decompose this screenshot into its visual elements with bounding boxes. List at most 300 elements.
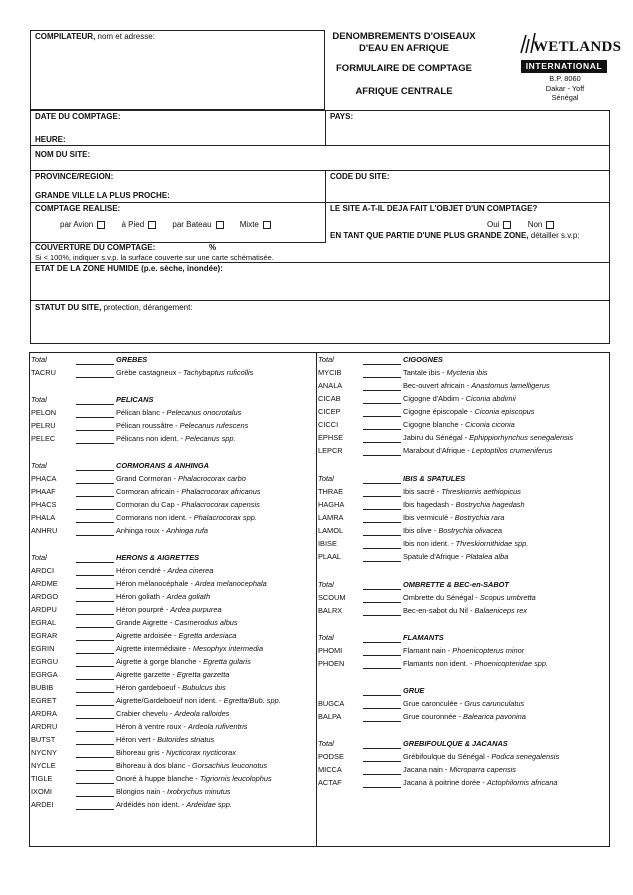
species-common-name: Ibis vermiculé - [403,513,455,522]
species-common-name: Ibis hagedash - [403,500,456,509]
species-row [31,474,314,485]
species-count-field[interactable] [76,775,114,784]
wetland-state-label: ETAT DE LA ZONE HUMIDE (p.e. sèche, inondée): [35,264,223,273]
species-count-field[interactable] [76,501,114,510]
species-name [403,433,573,443]
species-count-field[interactable] [76,606,114,615]
species-common-name: Onoré à huppe blanche - [116,774,200,783]
species-common-name: Jabiru du Sénégal - [403,433,470,442]
group-total-label: Total [318,633,334,642]
species-code: ANALA [318,381,343,390]
species-code: PHACS [31,500,57,509]
species-name [403,593,536,603]
species-count-field[interactable] [76,488,114,497]
species-code: ANHRU [31,526,58,535]
species-row [31,774,314,785]
group-total-field[interactable] [76,356,114,365]
species-row [318,513,608,524]
species-common-name: Cigogne épiscopale - [403,407,475,416]
species-count-field[interactable] [76,736,114,745]
species-latin-name: Ciconia episcopus [474,407,535,416]
species-code: LAMOL [318,526,344,535]
species-common-name: Héron goliath - [116,592,167,601]
species-count-field[interactable] [363,540,401,549]
species-latin-name: Microparra capensis [449,765,516,774]
species-row [31,579,314,590]
species-count-field[interactable] [363,713,401,722]
species-code: EPHSE [318,433,344,442]
species-name [403,712,526,722]
site-status-field[interactable] [35,313,605,341]
species-latin-name: Tachybaptus ruficollis [182,368,254,377]
species-name [116,579,267,589]
mixed-checkbox[interactable] [263,221,271,229]
species-common-name: Flamant nain - [403,646,453,655]
species-name [116,696,281,706]
species-name [403,778,557,788]
species-name [403,552,508,562]
foot-checkbox[interactable] [148,221,156,229]
species-latin-name: Bubulcus ibis [182,683,226,692]
species-name [116,644,263,654]
species-code: PHACA [31,474,57,483]
species-code: EGRAL [31,618,57,627]
species-count-field[interactable] [363,501,401,510]
group-header [318,739,334,749]
species-row [318,606,608,617]
species-latin-name: Balearica pavonina [462,712,526,721]
species-code: BALPA [318,712,342,721]
species-name [116,605,222,615]
species-count-field[interactable] [363,382,401,391]
species-latin-name: Egretta gularis [203,657,251,666]
species-code: LEPCR [318,446,343,455]
species-common-name: Cormoran du Cap - [116,500,182,509]
species-code: CICAB [318,394,341,403]
species-latin-name: Ardeola ralloides [174,709,230,718]
species-name [403,765,516,775]
site-code-label: CODE DU SITE: [330,172,390,181]
species-name [403,513,504,523]
count-method-options: par Avion à Pied par Bateau Mixte [60,220,271,229]
species-count-field[interactable] [76,567,114,576]
species-code: MYCIB [318,368,342,377]
species-count-field[interactable] [363,753,401,762]
species-common-name: Ibis olive - [403,526,439,535]
species-count-field[interactable] [363,395,401,404]
species-common-name: Grébifoulque du Sénégal - [403,752,492,761]
species-row [31,761,314,772]
group-total-field[interactable] [363,475,401,484]
species-row [31,434,314,445]
species-name [116,774,272,784]
group-total-field[interactable] [363,740,401,749]
species-count-field[interactable] [76,788,114,797]
country-field[interactable] [330,120,605,144]
group-total-field[interactable] [363,356,401,365]
species-name [116,631,236,641]
species-count-field[interactable] [76,527,114,536]
species-latin-name: Podica senegalensis [491,752,560,761]
species-row [31,500,314,511]
species-row [31,408,314,419]
date-label: DATE DU COMPTAGE: [35,112,121,121]
species-name [116,657,251,667]
species-row [31,631,314,642]
species-common-name: Crabier chevelu - [116,709,175,718]
species-count-field[interactable] [363,607,401,616]
species-code: CICCI [318,420,339,429]
species-code: MICCA [318,765,342,774]
species-common-name: Cigogne d'Abdim - [403,394,466,403]
coverage-percent: % [209,243,217,252]
group-title: IBIS & SPATULES [403,474,466,483]
species-common-name: Grande Aigrette - [116,618,175,627]
species-name [116,500,260,510]
species-latin-name: Phoenicopteridae spp. [474,659,549,668]
species-latin-name: Butorides striatus [157,735,215,744]
site-name-label: NOM DU SITE: [35,150,91,159]
site-status-label: STATUT DU SITE, protection, dérangement: [35,303,193,312]
species-count-field[interactable] [76,632,114,641]
species-common-name: Ardéidés non ident. - [116,800,187,809]
species-common-name: Aigrette à gorge blanche - [116,657,204,666]
species-count-field[interactable] [76,697,114,706]
species-code: HAGHA [318,500,345,509]
species-common-name: Cormoran africain - [116,487,182,496]
species-common-name: Aigrette ardoisée - [116,631,179,640]
species-row [31,526,314,537]
group-total-field[interactable] [76,396,114,405]
species-common-name: Spatule d'Afrique - [403,552,466,561]
species-latin-name: Phalacrocorax spp. [193,513,257,522]
species-latin-name: Ciconia ciconia [465,420,515,429]
species-latin-name: Mesophyx intermedia [192,644,264,653]
species-latin-name: Anastomus lamelligerus [471,381,550,390]
species-latin-name: Ciconia abdimii [465,394,516,403]
species-row [318,381,608,392]
group-title: OMBRETTE & BEC-en-SABOT [403,580,509,589]
species-count-field[interactable] [363,766,401,775]
species-count-field[interactable] [76,723,114,732]
species-code: EGRAR [31,631,58,640]
form-title: DENOMBREMENTS D'OISEAUX D'EAU EN AFRIQUE FORMULAIRE DE COMPTAGE AFRIQUE CENTRALE [332,31,476,97]
species-code: BUGCA [318,699,345,708]
species-latin-name: Phoenicopterus minor [452,646,525,655]
species-count-field[interactable] [76,580,114,589]
group-header [318,633,334,643]
species-row [318,778,608,789]
species-row [31,735,314,746]
species-name [116,670,229,680]
species-count-field[interactable] [363,647,401,656]
species-row [318,699,608,710]
compiler-box[interactable] [30,30,325,110]
wetland-state-field[interactable] [35,274,605,298]
species-code: PELON [31,408,57,417]
no-checkbox[interactable] [546,221,554,229]
species-common-name: Aigrette/Gardeboeuf non ident. - [116,696,224,705]
group-header [31,553,47,563]
species-code: NYCLE [31,761,56,770]
group-total-field[interactable] [363,634,401,643]
species-count-field[interactable] [363,594,401,603]
species-row [31,657,314,668]
group-total-field[interactable] [76,554,114,563]
species-count-field[interactable] [363,779,401,788]
species-row [318,433,608,444]
species-common-name: Jacana nain - [403,765,450,774]
species-name [403,407,534,417]
species-row [31,696,314,707]
species-code: ARDRU [31,722,58,731]
group-title: CORMORANS & ANHINGA [116,461,209,470]
group-title: GRUE [403,686,425,695]
species-latin-name: Casmerodius albus [174,618,238,627]
species-name [116,408,241,418]
species-count-field[interactable] [76,710,114,719]
group-title: PELICANS [116,395,154,404]
species-name [403,368,488,378]
species-common-name: Ibis non ident. - [403,539,456,548]
species-latin-name: Balaeniceps rex [474,606,528,615]
species-count-field[interactable] [363,447,401,456]
date-field[interactable] [35,120,320,144]
group-total-label: Total [318,355,334,364]
species-name [116,474,246,484]
group-header [318,580,334,590]
species-common-name: Anhinga roux - [116,526,167,535]
species-code: PELEC [31,434,56,443]
species-common-name: Bec-ouvert africain - [403,381,472,390]
species-common-name: Jacana à poitrine dorée - [403,778,487,787]
species-common-name: Grue caronculée - [403,699,465,708]
group-total-label: Total [31,355,47,364]
species-latin-name: Actophilornis africana [486,778,558,787]
species-name [403,381,550,391]
species-latin-name: Bostrychia rara [454,513,505,522]
species-code: PHAAF [31,487,56,496]
group-title: GREBES [116,355,148,364]
species-code: PHOMI [318,646,343,655]
species-count-field[interactable] [76,435,114,444]
species-name [403,539,528,549]
species-latin-name: Nycticorax nycticorax [166,748,236,757]
species-count-field[interactable] [76,671,114,680]
species-name [403,500,525,510]
species-row [31,368,314,379]
species-name [403,752,559,762]
species-latin-name: Ardeola rufiventris [187,722,248,731]
species-latin-name: Platalea alba [465,552,509,561]
species-common-name: Ibis sacré - [403,487,442,496]
species-common-name: Bihoreau gris - [116,748,167,757]
species-code: ARDPU [31,605,57,614]
species-row [31,513,314,524]
species-row [318,407,608,418]
species-name [116,566,213,576]
species-latin-name: Egretta/Bub. spp. [223,696,281,705]
site-code-field[interactable] [400,172,605,198]
species-row [318,394,608,405]
species-row [318,446,608,457]
species-code: IXOMI [31,787,52,796]
species-row [318,752,608,763]
species-code: CICEP [318,407,341,416]
species-row [318,765,608,776]
group-header [318,355,334,365]
species-name [403,420,515,430]
species-latin-name: Egretta ardesiaca [178,631,237,640]
species-common-name: Cigogne blanche - [403,420,466,429]
species-row [318,368,608,379]
species-count-field[interactable] [76,593,114,602]
yes-checkbox[interactable] [503,221,511,229]
species-name [116,761,267,771]
species-row [31,487,314,498]
species-latin-name: Threskiornithidae spp. [455,539,529,548]
group-total-field[interactable] [363,687,401,696]
species-latin-name: Ardeidae spp. [186,800,232,809]
count-done-label: COMPTAGE REALISE: [35,204,121,213]
group-title: GREBIFOULQUE & JACANAS [403,739,508,748]
species-code: IBISE [318,539,337,548]
species-code: BUBIB [31,683,54,692]
species-common-name: Héron mélanocéphale - [116,579,195,588]
species-count-field[interactable] [363,553,401,562]
species-count-field[interactable] [76,749,114,758]
group-header [31,355,47,365]
species-code: NYCNY [31,748,57,757]
species-code: PLAAL [318,552,342,561]
species-latin-name: Ardea melanocephala [194,579,267,588]
species-count-field[interactable] [363,408,401,417]
species-count-field[interactable] [363,421,401,430]
species-code: ARDRA [31,709,57,718]
species-count-field[interactable] [76,619,114,628]
species-count-field[interactable] [76,684,114,693]
species-count-field[interactable] [76,409,114,418]
species-latin-name: Pelecanus rufescens [179,421,249,430]
boat-checkbox[interactable] [216,221,224,229]
country-label: PAYS: [330,112,354,121]
species-common-name: Grand Cormoran - [116,474,179,483]
group-header [31,461,47,471]
hour-label: HEURE: [35,135,66,144]
species-name [116,735,214,745]
species-count-field[interactable] [363,514,401,523]
species-count-field[interactable] [363,527,401,536]
species-code: EGRET [31,696,57,705]
group-total-field[interactable] [363,581,401,590]
species-common-name: Cormorans non ident. - [116,513,194,522]
species-row [31,800,314,811]
species-latin-name: Ephippiorhynchus senegalensis [469,433,574,442]
species-code: BALRX [318,606,343,615]
species-latin-name: Anhinga rufa [166,526,209,535]
species-latin-name: Mycteria ibis [446,368,488,377]
species-count-field[interactable] [76,514,114,523]
species-common-name: Ombrette du Sénégal - [403,593,480,602]
species-code: PHALA [31,513,56,522]
species-row [31,618,314,629]
species-row [31,592,314,603]
group-total-label: Total [318,580,334,589]
species-name [116,434,236,444]
species-code: ACTAF [318,778,342,787]
group-total-label: Total [31,553,47,562]
group-total-label: Total [318,739,334,748]
species-count-field[interactable] [76,645,114,654]
species-name [116,526,208,536]
species-row [31,709,314,720]
group-header [31,395,47,405]
species-row [31,421,314,432]
species-count-field[interactable] [76,658,114,667]
species-common-name: Pélican blanc - [116,408,167,417]
species-code: ARDGO [31,592,59,601]
species-code: EGRIN [31,644,55,653]
species-count-field[interactable] [76,422,114,431]
species-common-name: Pélican roussâtre - [116,421,180,430]
species-row [318,552,608,563]
species-count-field[interactable] [363,488,401,497]
wetlands-address: B.P. 8060 Dakar - Yoff Sénégal [545,74,585,102]
species-count-field[interactable] [76,369,114,378]
species-count-field[interactable] [363,660,401,669]
species-name [403,646,524,656]
species-common-name: Héron pourpré - [116,605,171,614]
species-code: EGRGU [31,657,59,666]
species-name [403,659,548,669]
species-count-field[interactable] [76,475,114,484]
species-latin-name: Tigriornis leucolophus [199,774,272,783]
species-count-field[interactable] [76,762,114,771]
group-title: CIGOGNES [403,355,443,364]
species-latin-name: Ardea cinerea [167,566,214,575]
group-total-field[interactable] [76,462,114,471]
species-name [116,709,229,719]
species-common-name: Héron vert - [116,735,158,744]
species-count-field[interactable] [363,700,401,709]
species-common-name: Bihoreau à dos blanc - [116,761,193,770]
species-common-name: Héron gardeboeuf - [116,683,183,692]
plane-checkbox[interactable] [97,221,105,229]
species-latin-name: Ardea purpurea [170,605,222,614]
species-latin-name: Bostrychia hagedash [455,500,525,509]
species-count-field[interactable] [363,434,401,443]
nearest-city-label: GRANDE VILLE LA PLUS PROCHE: [35,191,170,200]
species-row [318,539,608,550]
species-name [116,722,247,732]
site-name-field[interactable] [100,148,605,168]
species-count-field[interactable] [363,369,401,378]
species-code: PODSE [318,752,344,761]
species-row [318,659,608,670]
species-latin-name: Ixobrychus minutus [166,787,231,796]
species-row [31,605,314,616]
species-count-field[interactable] [76,801,114,810]
group-total-label: Total [318,474,334,483]
species-code: PHOEN [318,659,345,668]
species-name [116,513,257,523]
species-common-name: Flamants non ident. - [403,659,475,668]
species-row [318,420,608,431]
species-row [31,748,314,759]
species-latin-name: Egretta garzetta [176,670,230,679]
species-name [403,526,502,536]
group-total-label: Total [31,395,47,404]
